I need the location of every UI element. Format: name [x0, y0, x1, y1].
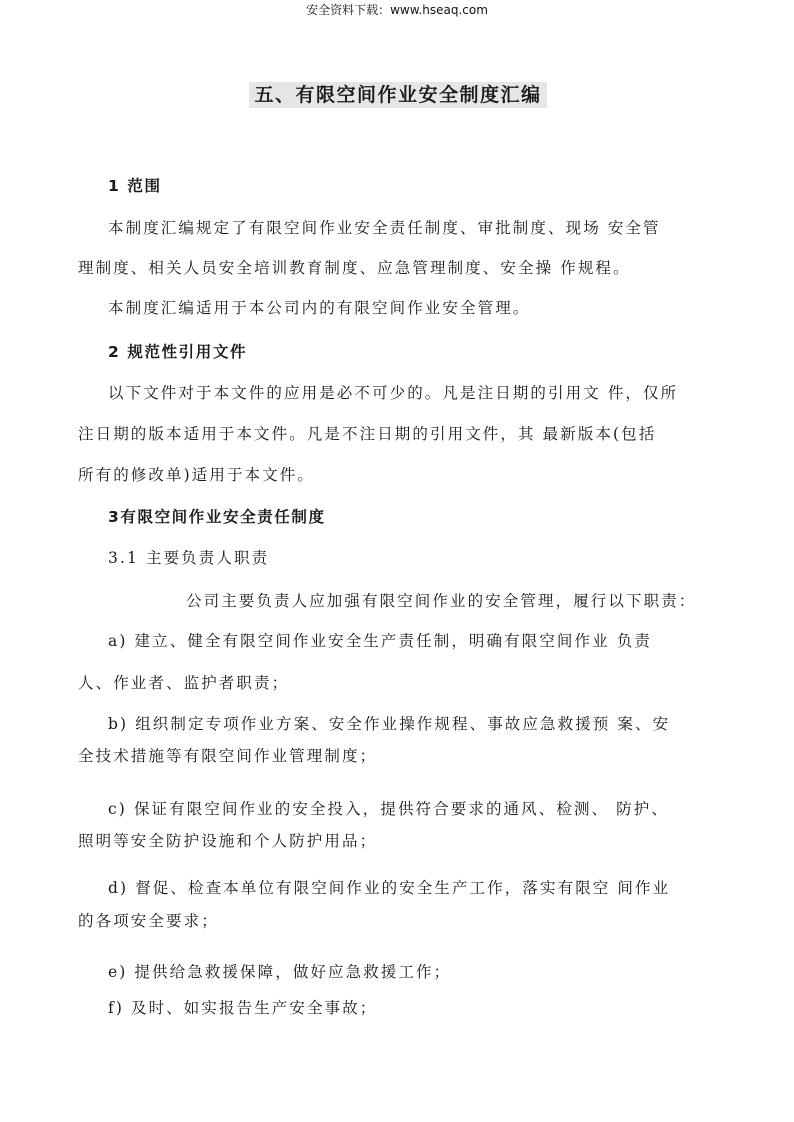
- section-1-heading: 1 范围: [108, 177, 162, 195]
- list-item-f: f) 及时、如实报告生产安全事故；: [108, 999, 378, 1017]
- section-2-paragraph-line: 以下文件对于本文件的应用是必不可少的。凡是注日期的引用文 件，仅所: [108, 384, 679, 402]
- section-1-paragraph-line: 本制度汇编适用于本公司内的有限空间作业安全管理。: [108, 299, 531, 317]
- list-item-d-cont: 的各项安全要求；: [78, 912, 219, 930]
- section-3-1-subheading: 3.1 主要负责人职责: [108, 549, 270, 567]
- list-item-c-cont: 照明等安全防护设施和个人防护用品；: [78, 832, 378, 850]
- page-title: 五、有限空间作业安全制度汇编: [249, 82, 547, 108]
- list-item-b-cont: 全技术措施等有限空间作业管理制度；: [78, 747, 378, 765]
- list-item-e: e) 提供给急救援保障，做好应急救援工作；: [108, 963, 452, 981]
- list-item-c: c) 保证有限空间作业的安全投入，提供符合要求的通风、检测、 防护、: [108, 800, 669, 818]
- section-3-intro: 公司主要负责人应加强有限空间作业的安全管理，履行以下职责：: [186, 592, 697, 610]
- list-item-a-cont: 人、作业者、监护者职责；: [78, 674, 290, 692]
- section-2-heading: 2 规范性引用文件: [108, 343, 248, 361]
- section-2-paragraph-line: 所有的修改单)适用于本文件。: [78, 466, 315, 484]
- section-3-heading: 3有限空间作业安全责任制度: [108, 508, 326, 526]
- section-1-paragraph-line: 本制度汇编规定了有限空间作业安全责任制度、审批制度、现场 安全管: [108, 219, 661, 237]
- section-1-paragraph-line: 理制度、相关人员安全培训教育制度、应急管理制度、安全操 作规程。: [78, 259, 631, 277]
- section-2-paragraph-line: 注日期的版本适用于本文件。凡是不注日期的引用文件，其 最新版本(包括: [78, 425, 657, 443]
- source-link[interactable]: 安全资料下载：www.hseaq.com: [306, 3, 488, 17]
- list-item-d: d) 督促、检查本单位有限空间作业的安全生产工作，落实有限空 间作业: [108, 879, 671, 897]
- list-item-a: a) 建立、健全有限空间作业安全生产责任制，明确有限空间作业 负责: [108, 632, 652, 650]
- list-item-b: b) 组织制定专项作业方案、安全作业操作规程、事故应急救援预 案、安: [108, 715, 671, 733]
